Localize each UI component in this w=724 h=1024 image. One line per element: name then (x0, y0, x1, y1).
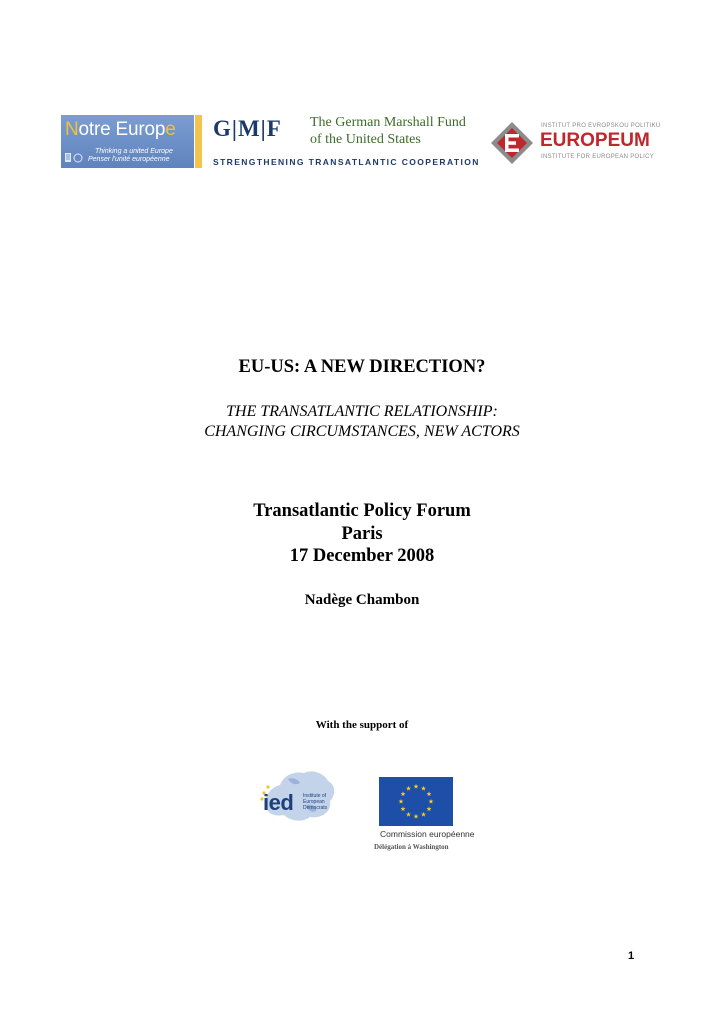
document-subtitle-line1: THE TRANSATLANTIC RELATIONSHIP: (226, 403, 498, 420)
gmf-mark: G|M|F (213, 116, 282, 141)
notre-europe-tagline-fr: Penser l'unité européenne (88, 156, 170, 163)
eu-star-icon (421, 812, 426, 817)
event-name: Transatlantic Policy Forum (253, 501, 471, 521)
notre-europe-tagline-en: Thinking a united Europe (95, 148, 173, 155)
document-title: EU-US: A NEW DIRECTION? (238, 357, 486, 377)
eu-star-icon (406, 812, 411, 817)
eu-star-icon (414, 814, 419, 819)
ied-name-line1: Institute of (303, 793, 327, 799)
event-date: 17 December 2008 (289, 546, 435, 566)
europeum-diamond-icon (490, 121, 534, 165)
europeum-wordmark: EUROPEUM (540, 130, 650, 151)
commission-delegation: Délégation à Washington (374, 843, 449, 851)
gmf-name-line2: of the United States (310, 132, 421, 147)
author-name: Nadège Chambon (304, 592, 420, 608)
eu-star-icon (427, 806, 432, 811)
notre-europe-logo (61, 115, 194, 168)
eu-star-icon (429, 799, 434, 804)
europeum-institute-en: INSTITUTE FOR EUROPEAN POLICY (541, 154, 655, 160)
gmf-tagline: STRENGTHENING TRANSATLANTIC COOPERATION (213, 157, 480, 167)
eu-stars-icon (379, 777, 453, 826)
eu-star-icon (401, 791, 406, 796)
ied-name-line3: Democrats (303, 805, 328, 811)
eu-star-icon (399, 799, 404, 804)
notre-europe-accent-bar (195, 115, 202, 168)
eu-flag (379, 777, 453, 826)
gmf-name-line1: The German Marshall Fund (310, 115, 466, 130)
ied-name-line2: European (303, 799, 325, 805)
eu-star-icon (427, 791, 432, 796)
eu-star-icon (414, 784, 419, 789)
notre-europe-emblem-icon (65, 152, 85, 164)
notre-europe-wordmark: Notre Europe (65, 119, 176, 140)
europeum-institute-cz: INSTITUT PRO EVROPSKOU POLITIKU (541, 123, 661, 129)
event-city: Paris (341, 524, 383, 544)
commission-label: Commission européenne (380, 829, 475, 839)
eu-star-icon (421, 786, 426, 791)
eu-star-icon (406, 786, 411, 791)
ied-acronym: ied (263, 790, 294, 815)
page-number: 1 (628, 950, 635, 962)
support-label: With the support of (315, 719, 409, 731)
eu-star-icon (401, 806, 406, 811)
document-subtitle-line2: CHANGING CIRCUMSTANCES, NEW ACTORS (204, 423, 520, 440)
